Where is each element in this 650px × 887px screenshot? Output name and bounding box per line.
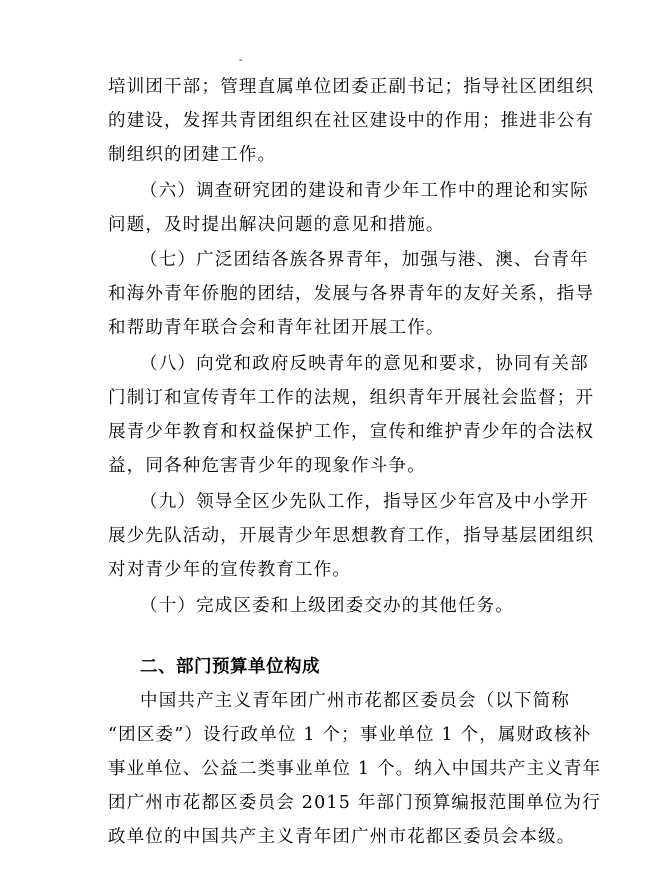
section-2-line-5: 政单位的中国共产主义青年团广州市花都区委员会本级。 [108, 827, 576, 847]
item-7-line-3: 和帮助青年联合会和青年社团开展工作。 [108, 318, 445, 338]
section-2-line-2: “团区委”）设行政单位 1 个；事业单位 1 个，属财政核补 [108, 725, 592, 745]
item-7-line-1: （七）广泛团结各族各界青年，加强与港、澳、台青年 [140, 250, 589, 270]
section-2-line-4: 团广州市花都区委员会 2015 年部门预算编报范围单位为行 [108, 793, 601, 813]
item-9-line-3: 对对青少年的宣传教育工作。 [108, 560, 352, 580]
section-2-heading: 二、部门预算单位构成 [140, 657, 320, 677]
section-2-line-3: 事业单位、公益二类事业单位 1 个。纳入中国共产主义青年 [108, 759, 602, 779]
item-9-line-2: 展少先队活动，开展青少年思想教育工作，指导基层团组织 [108, 526, 595, 546]
section-2-line-1: 中国共产主义青年团广州市花都区委员会（以下简称 [140, 691, 571, 711]
item-10-line-1: （十）完成区委和上级团委交办的其他任务。 [140, 596, 514, 616]
item-8-line-1: （八）向党和政府反映青年的意见和要求，协同有关部 [140, 354, 589, 374]
item-9-line-1: （九）领导全区少先队工作，指导区少年宫及中小学开 [140, 492, 589, 512]
item-6-line-1: （六）调查研究团的建设和青少年工作中的理论和实际 [140, 181, 589, 201]
item-7-line-2: 和海外青年侨胞的团结，发展与各界青年的友好关系，指导 [108, 284, 595, 304]
continuation-line-3: 制组织的团建工作。 [108, 145, 277, 165]
item-8-line-4: 益，同各种危害青少年的现象作斗争。 [108, 456, 426, 476]
item-8-line-3: 展青少年教育和权益保护工作，宣传和维护青少年的合法权 [108, 422, 595, 442]
continuation-line-1: 培训团干部；管理直属单位团委正副书记；指导社区团组织 [108, 77, 595, 97]
page-top-mark: - [239, 55, 243, 66]
item-8-line-2: 门制订和宣传青年工作的法规，组织青年开展社会监督；开 [108, 388, 595, 408]
continuation-line-2: 的建设，发挥共青团组织在社区建设中的作用；推进非公有 [108, 111, 595, 131]
item-6-line-2: 问题，及时提出解决问题的意见和措施。 [108, 215, 445, 235]
